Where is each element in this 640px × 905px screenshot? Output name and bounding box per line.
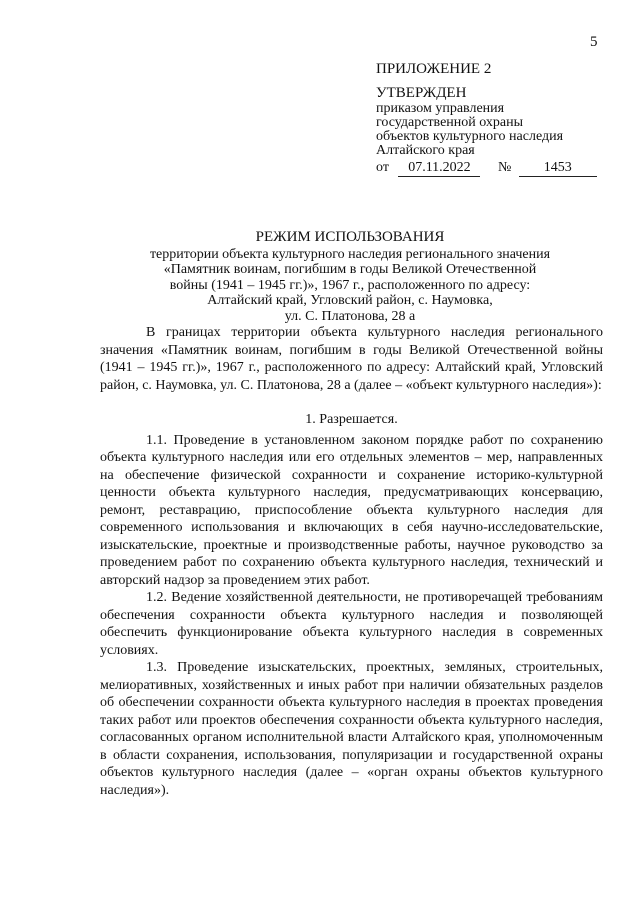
intro-paragraph: В границах территории объекта культурного наследия регионального значения «Памятник воинам, погибшим в годы Великой Отечественной войны (1941 – 1945 гг.)», 1967 г., расположенного по адресу: Алтайский край, Угловский район, с. Наумовка, ул. С. Платонова, 28 а (далее – «объект культурного наследия»): bbox=[100, 325, 603, 393]
approval-line: приказом управления bbox=[376, 101, 505, 116]
approval-date: 07.11.2022 bbox=[398, 160, 480, 177]
approval-number: 1453 bbox=[519, 160, 597, 177]
title-line: ул. С. Платонова, 28 а bbox=[284, 308, 416, 324]
document-title: РЕЖИМ ИСПОЛЬЗОВАНИЯ bbox=[255, 229, 445, 245]
from-label: от bbox=[376, 160, 389, 175]
title-line: «Памятник воинам, погибшим в годы Великой Отечественной bbox=[163, 262, 537, 277]
item-paragraph: 1.3. Проведение изыскательских, проектных, земляных, строительных, мелиоративных, хозяйственных и иных работ при наличии обязательных разделов об обеспечении сохранности объекта культурного наследия в проектах проведения таких работ или проектов обеспечения сохранности объекта культурного наследия, согласованных органом исполнительной власти Алтайского края, уполномоченным в области сохранения, использования, популяризации и государственной охраны объектов культурного наследия (далее – «орган охраны объектов культурного наследия»). bbox=[100, 660, 603, 798]
document-body bbox=[100, 324, 603, 799]
number-label: № bbox=[497, 160, 512, 175]
appendix-label: ПРИЛОЖЕНИЕ 2 bbox=[376, 61, 492, 77]
item-paragraph: 1.1. Проведение в установленном законом порядке работ по сохранению объекта культурного наследия или его отдельных элементов – мер, направленных на обеспечение физической сохранности и сохранение историко-культурной ценности объекта культурного наследия, предусматривающих консервацию, ремонт, реставрацию, приспособление объекта культурного наследия для современного использования и включающих в себя научно-исследовательские, изыскательские, проектные и производственные работы, научное руководство за проведением работ по сохранению объекта культурного наследия, технический и авторский надзор за проведением этих работ. bbox=[100, 432, 603, 588]
approval-line: объектов культурного наследия bbox=[376, 129, 564, 144]
date-number-line bbox=[376, 160, 606, 177]
title-line: Алтайский край, Угловский район, с. Наумовка, bbox=[207, 293, 493, 308]
approval-line: государственной охраны bbox=[376, 115, 524, 130]
approved-label: УТВЕРЖДЕН bbox=[376, 85, 467, 101]
title-line: войны (1941 – 1945 гг.)», 1967 г., расположенного по адресу: bbox=[169, 277, 531, 293]
page-number: 5 bbox=[590, 34, 598, 50]
title-line: территории объекта культурного наследия регионального значения bbox=[149, 246, 551, 262]
section-heading: 1. Разрешается. bbox=[305, 412, 398, 427]
item-paragraph: 1.2. Ведение хозяйственной деятельности, не противоречащей требованиям обеспечения сохранности объекта культурного наследия и позволяющей обеспечить функционирование объекта культурного наследия в современных условиях. bbox=[100, 590, 603, 658]
approval-line: Алтайского края bbox=[376, 143, 475, 158]
document-title-block bbox=[100, 230, 600, 324]
approval-block bbox=[376, 62, 606, 177]
